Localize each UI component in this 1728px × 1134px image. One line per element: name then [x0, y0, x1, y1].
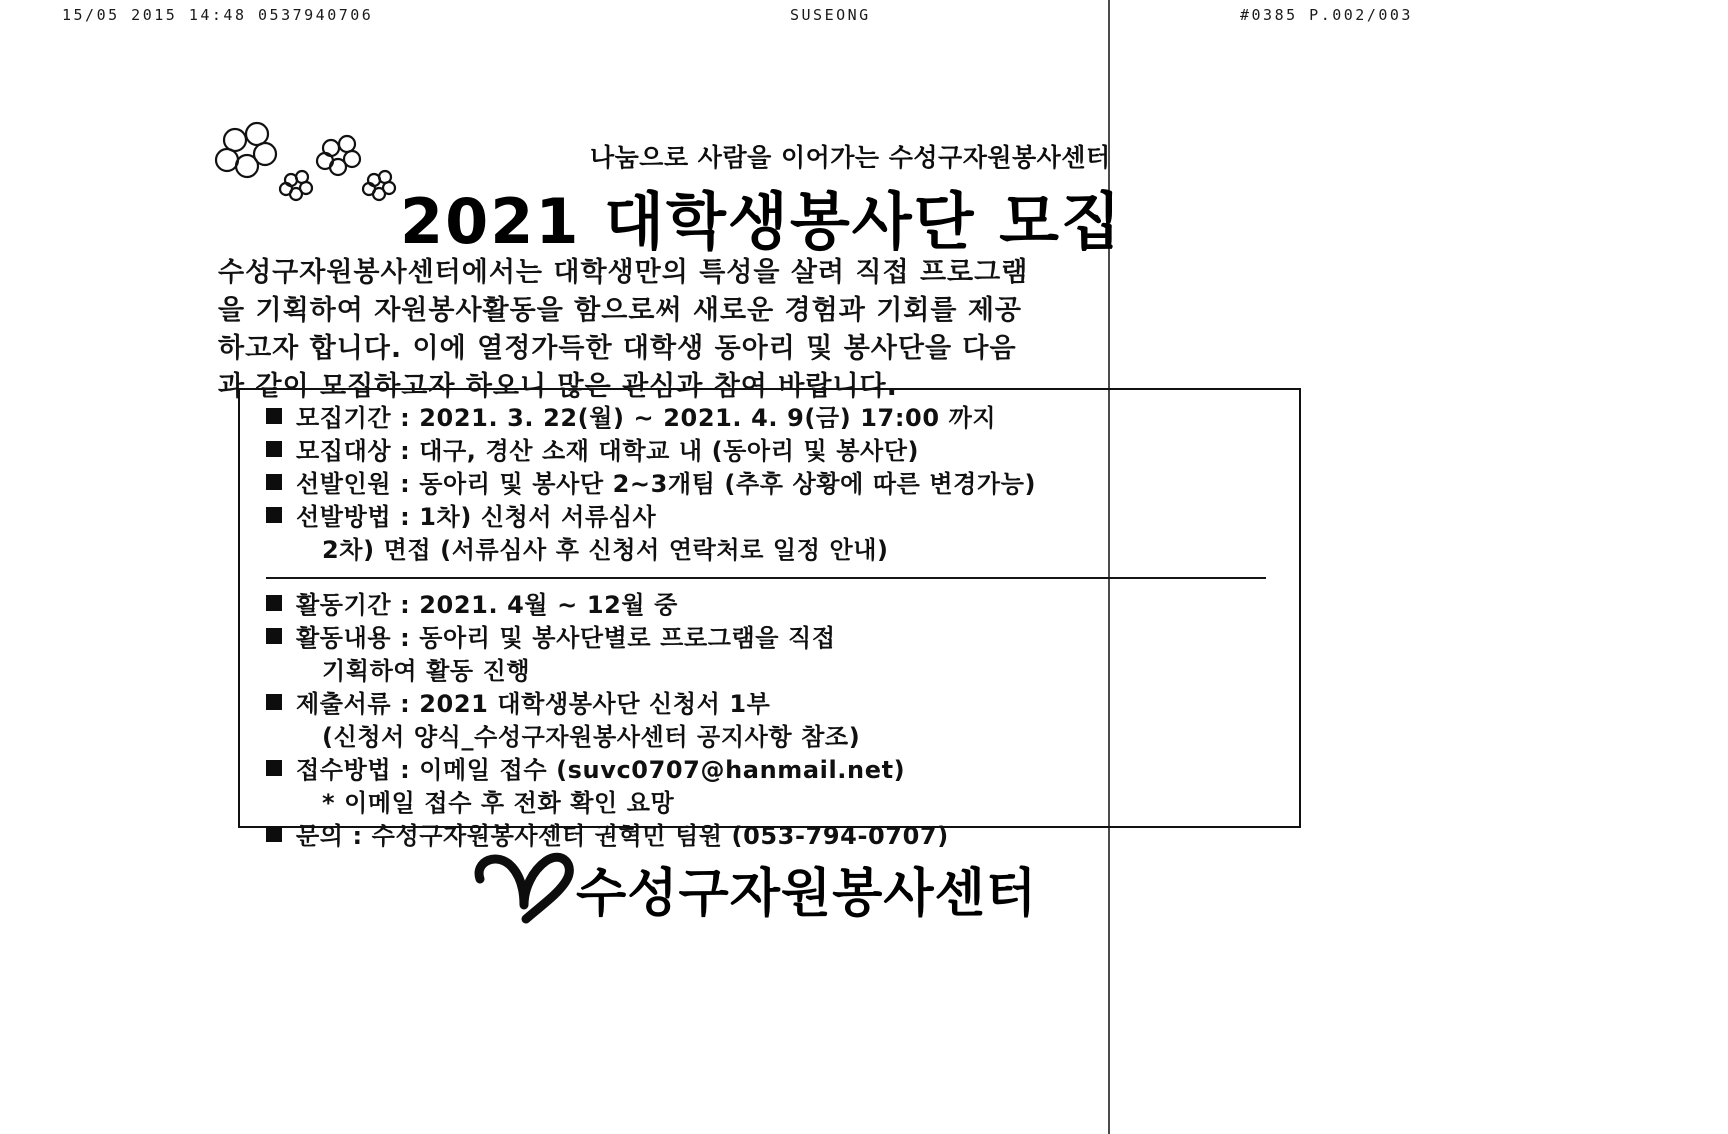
detail-row — [240, 688, 1299, 721]
detail-row — [240, 754, 1299, 787]
square-bullet-icon — [266, 507, 282, 523]
detail-text: * 이메일 접수 후 전화 확인 요망 — [322, 789, 675, 817]
detail-text: 선발인원 : 동아리 및 봉사단 2~3개팀 (추후 상황에 따른 변경가능) — [296, 470, 1037, 498]
detail-text: 기획하여 활동 진행 — [322, 657, 531, 685]
detail-row-continuation — [240, 721, 1299, 754]
intro-line: 과 같이 모집하고자 하오니 많은 관심과 참여 바랍니다. — [218, 371, 898, 402]
detail-row — [240, 501, 1299, 534]
details-group-recruitment — [240, 402, 1299, 567]
fax-header-datetime-sender: 15/05 2015 14:48 0537940706 — [62, 6, 374, 24]
heart-logo-icon — [468, 849, 578, 925]
square-bullet-icon — [266, 441, 282, 457]
detail-text: (신청서 양식_수성구자원봉사센터 공지사항 참조) — [322, 723, 861, 751]
detail-text: 모집대상 : 대구, 경산 소재 대학교 내 (동아리 및 봉사단) — [296, 437, 920, 465]
detail-row-continuation — [240, 655, 1299, 688]
detail-row-continuation — [240, 534, 1299, 567]
details-box — [238, 388, 1301, 850]
square-bullet-icon — [266, 826, 282, 842]
footer-org-name: 수성구자원봉사센터 — [576, 864, 1038, 924]
footer-logo — [468, 845, 1168, 935]
detail-text: 제출서류 : 2021 대학생봉사단 신청서 1부 — [296, 690, 771, 718]
details-group-activity — [240, 589, 1299, 853]
square-bullet-icon — [266, 628, 282, 644]
fax-header-page-counter: #0385 P.002/003 — [1240, 6, 1413, 24]
detail-text: 활동기간 : 2021. 4월 ~ 12월 중 — [296, 591, 678, 619]
detail-text: 선발방법 : 1차) 신청서 서류심사 — [296, 503, 657, 531]
detail-row — [240, 589, 1299, 622]
square-bullet-icon — [266, 408, 282, 424]
intro-paragraph — [218, 255, 1308, 407]
detail-text: 활동내용 : 동아리 및 봉사단별로 프로그램을 직접 — [296, 624, 836, 652]
poster-tagline: 나눔으로 사람을 이어가는 수성구자원봉사센터 — [590, 143, 1111, 172]
square-bullet-icon — [266, 694, 282, 710]
detail-text: 접수방법 : 이메일 접수 (suvc0707@hanmail.net) — [296, 756, 906, 784]
page-title: 2021 대학생봉사단 모집 — [400, 185, 1123, 258]
intro-line: 수성구자원봉사센터에서는 대학생만의 특성을 살려 직접 프로그램 — [218, 257, 1029, 288]
detail-text: 2차) 면접 (서류심사 후 신청서 연락처로 일정 안내) — [322, 536, 889, 564]
intro-line: 을 기획하여 자원봉사활동을 함으로써 새로운 경험과 기회를 제공 — [218, 295, 1023, 326]
details-divider — [266, 577, 1266, 579]
detail-row-note — [240, 787, 1299, 820]
square-bullet-icon — [266, 760, 282, 776]
fax-header-station-name: SUSEONG — [790, 6, 871, 24]
square-bullet-icon — [266, 474, 282, 490]
flower-decoration-icon — [205, 118, 415, 208]
detail-text: 문의 : 수성구자원봉사센터 권혁민 팀원 (053-794-0707) — [296, 822, 949, 850]
detail-row — [240, 402, 1299, 435]
detail-text: 모집기간 : 2021. 3. 22(월) ~ 2021. 4. 9(금) 17:00 까지 — [296, 404, 997, 432]
detail-row — [240, 622, 1299, 655]
intro-line: 하고자 합니다. 이에 열정가득한 대학생 동아리 및 봉사단을 다음 — [218, 333, 1017, 364]
detail-row — [240, 435, 1299, 468]
square-bullet-icon — [266, 595, 282, 611]
fax-header — [0, 6, 1728, 28]
detail-row — [240, 468, 1299, 501]
